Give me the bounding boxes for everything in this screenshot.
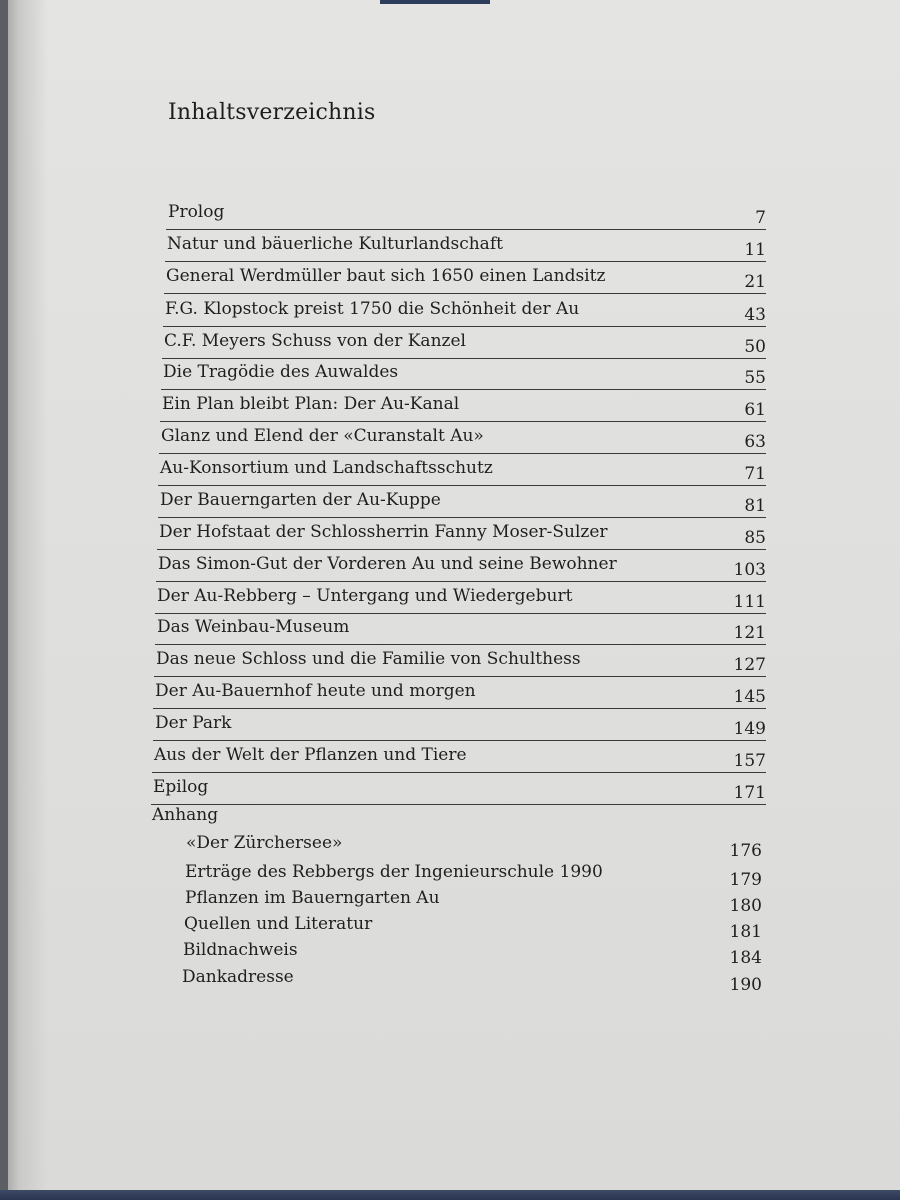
toc-entry [157,518,766,550]
toc-entry-page: 145 [733,687,766,707]
toc-entry-page: 50 [744,337,766,357]
appendix-entry-page: 190 [729,975,762,995]
toc-entry [158,486,766,518]
toc-entry-title: Das Weinbau-Museum [157,617,350,637]
appendix-entry-title: Erträge des Rebbergs der Ingenieurschule 1990 [185,862,603,882]
toc-entry [156,550,766,582]
toc-entry-page: 121 [733,623,766,643]
toc-entry [153,709,766,741]
appendix-heading: Anhang [152,805,219,825]
toc-entry [160,390,766,422]
toc-entry-title: Das Simon-Gut der Vorderen Au und seine Bewohner [158,554,617,574]
toc-entry [151,773,766,805]
appendix-entry-title: Dankadresse [182,967,294,987]
toc-entry-page: 85 [744,528,766,548]
toc-entry-page: 149 [733,719,766,739]
toc-entry-page: 171 [733,783,766,803]
toc-entry-page: 61 [744,400,766,420]
toc-entry-page: 71 [744,464,766,484]
toc-entry-title: Ein Plan bleibt Plan: Der Au-Kanal [162,394,460,414]
toc-entry-title: Epilog [153,777,209,797]
appendix-entry-page: 184 [729,948,762,968]
toc-entry-title: Der Hofstaat der Schlossherrin Fanny Moser-Sulzer [159,522,608,542]
toc-entry [153,677,766,709]
toc-entry-title: Prolog [168,202,225,222]
toc-entry-page: 157 [733,751,766,771]
appendix-entry-page: 176 [729,841,762,861]
appendix-entry-page: 180 [729,896,762,916]
appendix-entry-title: Quellen und Literatur [184,914,373,934]
appendix-entry [183,940,762,966]
toc-entry-page: 63 [744,432,766,452]
page-title: Inhaltsverzeichnis [168,100,376,125]
toc-entry-title: Au-Konsortium und Landschaftsschutz [160,458,493,478]
toc-entry-title: Aus der Welt der Pflanzen und Tiere [154,745,467,765]
toc-entry [154,645,766,677]
toc-entry-page: 127 [733,655,766,675]
toc-entry [158,454,766,486]
toc-entry-title: Der Au-Rebberg – Untergang und Wiedergeburt [157,586,573,606]
toc-entry-page: 11 [744,240,766,260]
toc-entry-title: Das neue Schloss und die Familie von Schulthess [156,649,581,669]
toc-entry-title: Der Bauerngarten der Au-Kuppe [160,490,441,510]
appendix-entry [186,833,762,859]
appendix-entry [184,914,762,940]
toc-entry [166,198,766,230]
appendix-entry-title: Pflanzen im Bauerngarten Au [185,888,440,908]
toc-entry-page: 55 [744,368,766,388]
toc-entry-title: General Werdmüller baut sich 1650 einen Landsitz [166,266,606,286]
toc-entry [163,295,766,327]
toc-entry [152,741,766,773]
toc-entry-page: 111 [733,592,766,612]
toc-entry-page: 7 [755,208,766,228]
toc-entry-title: Natur und bäuerliche Kulturlandschaft [167,234,503,254]
toc-entry-title: Der Au-Bauernhof heute und morgen [155,681,476,701]
toc-entry-page: 81 [744,496,766,516]
toc-entry [162,327,766,359]
toc-entry-title: Die Tragödie des Auwaldes [163,362,399,382]
appendix-entry-page: 179 [729,870,762,890]
toc-entry-page: 103 [733,560,766,580]
toc-entry-title: Glanz und Elend der «Curanstalt Au» [161,426,484,446]
toc-entry [164,262,766,294]
toc-entry-page: 21 [744,272,766,292]
appendix-entry-title: Bildnachweis [183,940,298,960]
appendix-entry [185,888,762,914]
toc-entry [155,582,766,614]
toc-entry [159,422,766,454]
toc-entry-title: C.F. Meyers Schuss von der Kanzel [164,331,466,351]
toc-entry [161,358,766,390]
toc-entry-page: 43 [744,305,766,325]
toc-entry [155,613,766,645]
appendix-entry [185,862,762,888]
appendix-entry [182,967,762,993]
toc-entry-title: Der Park [155,713,232,733]
toc-entry [165,230,766,262]
appendix-entry-page: 181 [729,922,762,942]
appendix-entry-title: «Der Zürchersee» [186,833,343,853]
toc-entry-title: F.G. Klopstock preist 1750 die Schönheit der Au [165,299,580,319]
